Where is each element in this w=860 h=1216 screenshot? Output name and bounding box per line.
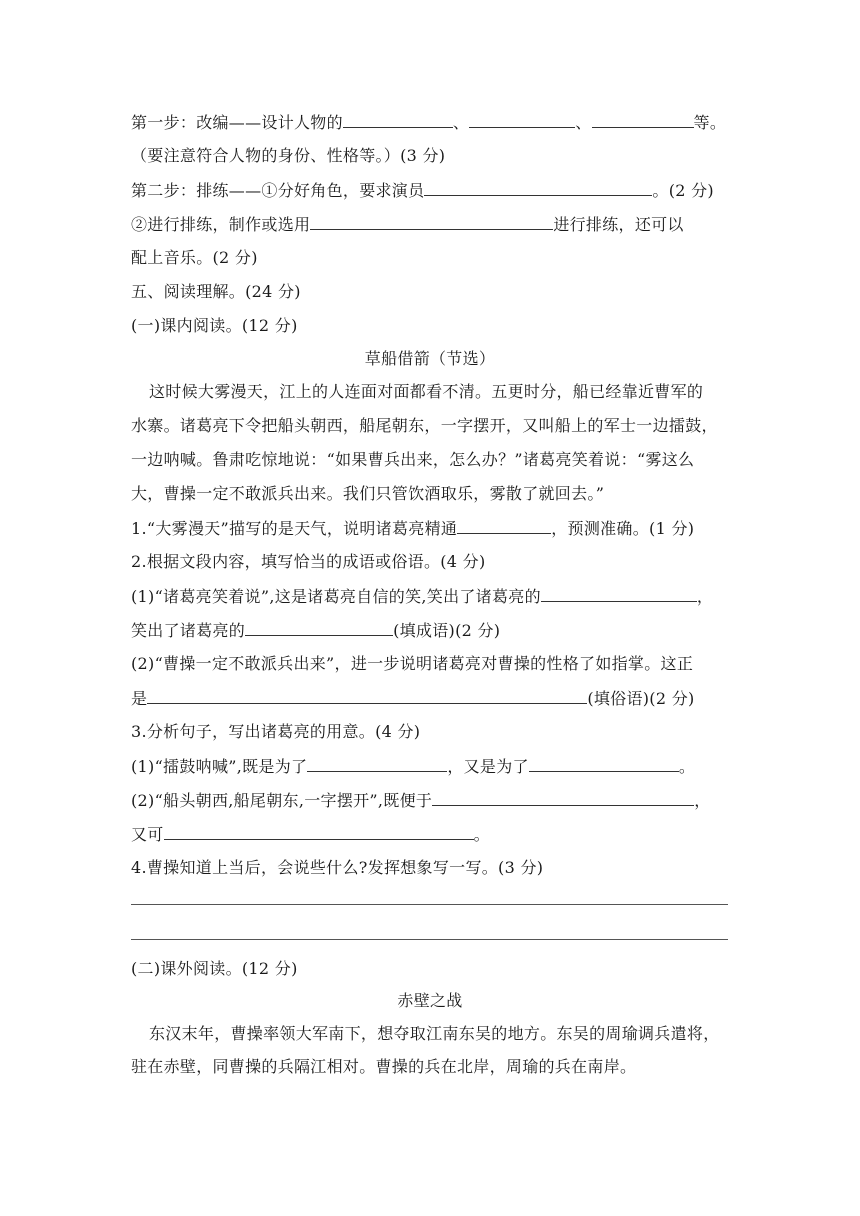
step2-line2: [131, 213, 731, 236]
q2a-line2-prefix: 笑出了诸葛亮的: [131, 621, 246, 640]
answer-line[interactable]: [131, 904, 728, 905]
question-2a: [131, 585, 731, 608]
q1-suffix: ，预测准确。(1 分): [551, 519, 695, 538]
q3b-end: ，: [694, 791, 711, 810]
question-2-heading: 2.根据文段内容，填写恰当的成语或俗语。(4 分): [131, 552, 486, 571]
step1-suffix: 等。: [693, 113, 727, 132]
question-4-heading: 4.曹操知道上当后，会说些什么?发挥想象写一写。(3 分): [131, 858, 544, 877]
question-3b: [131, 789, 731, 812]
q1-prefix: 1.“大雾漫天”描写的是天气，说明诸葛亮精通: [131, 519, 458, 538]
step1-note: （要注意符合人物的身份、性格等。）(3 分): [131, 146, 446, 165]
question-1: [131, 517, 731, 540]
passage1-line: 水寨。诸葛亮下令把船头朝西，船尾朝东，一字摆开，又叫船上的军士一边擂鼓，: [131, 416, 718, 435]
passage1-line: 这时候大雾漫天，江上的人连面对面都看不清。五更时分，船已经靠近曹军的: [149, 382, 704, 401]
q3b-line2-end: 。: [473, 825, 490, 844]
q2a-prefix: (1)“诸葛亮笑着说”,这是诸葛亮自信的笑,笑出了诸葛亮的: [131, 587, 541, 606]
separator: 、: [575, 113, 592, 132]
q3a-prefix: (1)“擂鼓呐喊”,既是为了: [131, 757, 308, 776]
answer-blank[interactable]: [529, 755, 679, 772]
question-3b-line2: [131, 823, 731, 846]
question-3a: [131, 755, 731, 778]
step2-line3: 配上音乐。(2 分): [131, 248, 258, 267]
step2-line2-suffix: 进行排练，还可以: [553, 215, 684, 234]
passage2-line: 驻在赤壁，同曹操的兵隔江相对。曹操的兵在北岸，周瑜的兵在南岸。: [131, 1057, 637, 1076]
answer-blank[interactable]: [457, 517, 551, 534]
q2a-line2-suffix: (填成语)(2 分): [393, 621, 501, 640]
step2-line: [131, 179, 731, 202]
step2-line2-prefix: ②进行排练，制作或选用: [131, 215, 311, 234]
step2-prefix: 第二步：排练——①分好角色，要求演员: [131, 181, 425, 200]
answer-blank[interactable]: [424, 179, 652, 196]
step1-prefix: 第一步：改编——设计人物的: [131, 113, 343, 132]
q2a-end: ，: [696, 587, 714, 606]
question-2b: (2)“曹操一定不敢派兵出来”，进一步说明诸葛亮对曹操的性格了如指掌。这正: [131, 654, 694, 673]
section-heading: 五、阅读理解。(24 分): [131, 282, 301, 301]
step1-line: [131, 111, 731, 134]
separator: 、: [452, 113, 470, 132]
answer-line[interactable]: [131, 939, 728, 940]
question-3-heading: 3.分析句子，写出诸葛亮的用意。(4 分): [131, 722, 421, 741]
answer-blank[interactable]: [307, 755, 447, 772]
q3a-mid: ，又是为了: [447, 757, 529, 776]
passage2-title: 赤壁之战: [397, 991, 463, 1010]
answer-blank[interactable]: [310, 213, 553, 230]
q3b-prefix: (2)“船头朝西,船尾朝东,一字摆开”,既便于: [131, 791, 433, 810]
answer-blank[interactable]: [245, 619, 393, 636]
q3a-end: 。: [678, 757, 696, 776]
answer-blank[interactable]: [164, 823, 474, 840]
part2-heading: (二)课外阅读。(12 分): [131, 959, 298, 978]
question-2b-line2: [131, 687, 731, 710]
q3b-line2-prefix: 又可: [131, 825, 164, 844]
answer-blank[interactable]: [343, 111, 453, 128]
answer-blank[interactable]: [541, 585, 697, 602]
answer-blank[interactable]: [147, 687, 587, 704]
question-2a-line2: [131, 619, 731, 642]
q2b-line2-prefix: 是: [131, 689, 148, 708]
passage1-line: 大，曹操一定不敢派兵出来。我们只管饮酒取乐，雾散了就回去。”: [131, 484, 605, 503]
part1-heading: (一)课内阅读。(12 分): [131, 316, 298, 335]
answer-blank[interactable]: [432, 789, 694, 806]
answer-blank[interactable]: [469, 111, 575, 128]
answer-blank[interactable]: [592, 111, 694, 128]
step2-suffix: 。(2 分): [652, 181, 714, 200]
passage2-line: 东汉末年，曹操率领大军南下，想夺取江南东吴的地方。东吴的周瑜调兵遣将，: [149, 1024, 720, 1043]
passage1-title: 草船借箭（节选）: [364, 349, 496, 368]
q2b-line2-suffix: (填俗语)(2 分): [587, 689, 695, 708]
passage1-line: 一边呐喊。鲁肃吃惊地说：“如果曹兵出来，怎么办？”诸葛亮笑着说：“雾这么: [131, 450, 695, 469]
